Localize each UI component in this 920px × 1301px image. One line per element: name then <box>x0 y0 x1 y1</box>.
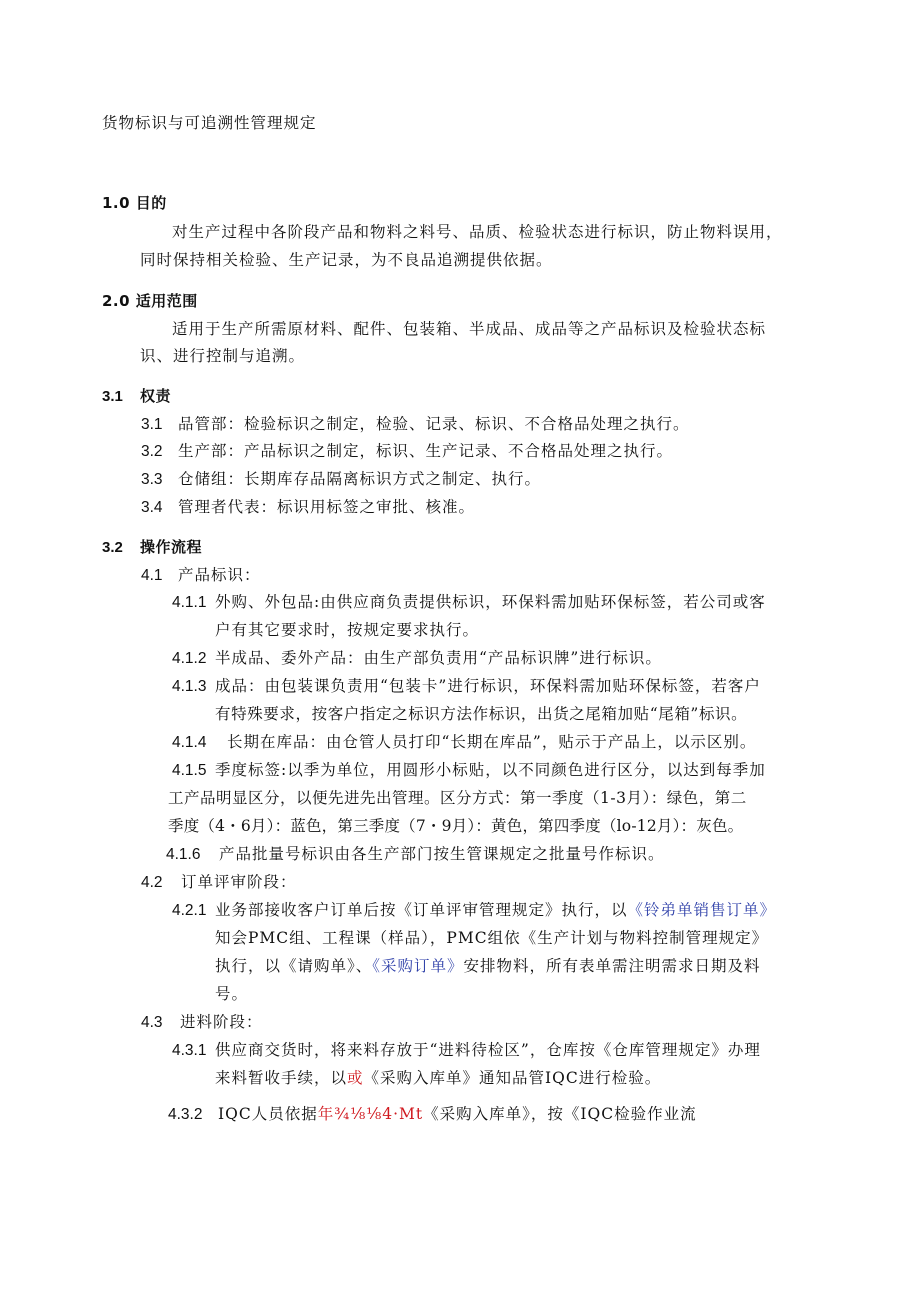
item-4-1-5-cont-1: 工产品明显区分，以便先进先出管理。区分方式：第一季度（1-3月）：绿色，第二 <box>168 789 747 807</box>
item-4-1-5-cont-2: 季度（4・6月）：蓝色，第三季度（7・9月）：黄色，第四季度（lo-12月）：灰色。 <box>168 817 744 835</box>
purchase-order-form-link: 《采购订单》 <box>372 957 464 975</box>
item-4-1-3: 4.1.3 成品：由包装课负责用“包装卡”进行标识，环保料需加贴环保标签，若客户 <box>172 677 761 695</box>
subsection-incoming-material: 4.3 进料阶段： <box>141 1013 263 1031</box>
item-4-1-4: 4.1.4 长期在库品：由仓管人员打印“长期在库品”，贴示于产品上，以示区别。 <box>172 733 757 751</box>
purpose-text-line-1: 对生产过程中各阶段产品和物料之料号、品质、检验状态进行标识，防止物料误用， <box>172 223 783 241</box>
section-heading-scope: 2.0 适用范围 <box>102 292 198 310</box>
item-4-2-1-cont-3: 号。 <box>215 985 249 1003</box>
item-4-1-3-cont: 有特殊要求，按客户指定之标识方法作标识，出货之尾箱加贴“尾箱”标识。 <box>215 705 748 723</box>
responsibility-item: 3.1 品管部：检验标识之制定，检验、记录、标识、不合格品处理之执行。 <box>141 415 690 433</box>
purpose-text-line-2: 同时保持相关检验、生产记录，为不良品追溯提供依据。 <box>140 251 553 269</box>
responsibility-item: 3.3 仓储组：长期库存品隔离标识方式之制定、执行。 <box>141 470 542 488</box>
item-4-2-1: 4.2.1 业务部接收客户订单后按《订单评审管理规定》执行，以《铃弟单销售订单》 <box>172 901 777 919</box>
subsection-product-identification: 4.1 产品标识： <box>141 566 261 584</box>
section-heading-purpose: 1.0 目的 <box>102 194 167 212</box>
item-4-1-2: 4.1.2 半成品、委外产品：由生产部负责用“产品标识牌”进行标识。 <box>172 649 662 667</box>
doc-title: 货物标识与可追溯性管理规定 <box>102 114 317 132</box>
scope-text-line-1: 适用于生产所需原材料、配件、包装箱、半成品、成品等之产品标识及检验状态标 <box>172 320 767 338</box>
item-4-3-1: 4.3.1 供应商交货时，将来料存放于“进料待检区”，仓库按《仓库管理规定》办理 <box>172 1041 761 1059</box>
item-4-1-6: 4.1.6 产品批量号标识由各生产部门按生管课规定之批量号作标识。 <box>166 845 665 863</box>
section-heading-responsibility: 3.1 权责 <box>102 387 172 405</box>
item-4-1-1: 4.1.1 外购、外包品:由供应商负责提供标识，环保料需加贴环保标签，若公司或客 <box>172 593 766 611</box>
item-4-1-1-cont: 户有其它要求时，按规定要求执行。 <box>215 621 480 639</box>
subsection-order-review: 4.2 订单评审阶段： <box>141 873 297 891</box>
item-4-3-2: 4.3.2 IQC人员依据年¾⅛⅛4·Mt《采购入库单》，按《IQC检验作业流 <box>168 1105 697 1123</box>
item-4-1-5: 4.1.5 季度标签:以季为单位，用圆形小标贴，以不同颜色进行区分，以达到每季加 <box>172 761 766 779</box>
item-4-2-1-cont-1: 知会PMC组、工程课（样品），PMC组依《生产计划与物料控制管理规定》 <box>215 929 769 947</box>
scope-text-line-2: 识、进行控制与追溯。 <box>140 347 306 365</box>
item-4-3-1-cont: 来料暂收手续，以或《采购入库单》通知品管IQC进行检验。 <box>215 1069 662 1087</box>
responsibility-item: 3.2 生产部：产品标识之制定，标识、生产记录、不合格品处理之执行。 <box>141 442 674 460</box>
item-4-2-1-cont-2: 执行，以《请购单》、《采购订单》安排物料，所有表单需注明需求日期及料 <box>215 957 761 975</box>
sales-order-form-link: 《铃弟单销售订单》 <box>627 901 777 919</box>
section-heading-procedure: 3.2 操作流程 <box>102 538 203 556</box>
responsibility-item: 3.4 管理者代表：标识用标签之审批、核准。 <box>141 498 476 516</box>
